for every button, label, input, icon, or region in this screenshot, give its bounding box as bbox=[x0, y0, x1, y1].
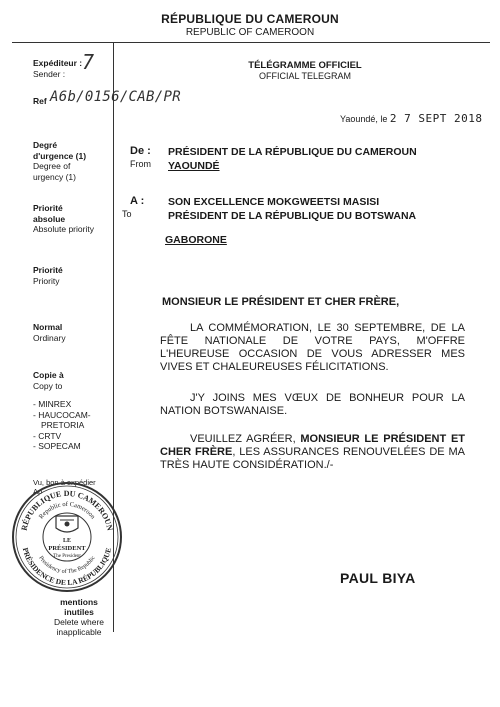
footer-ap: Ap bbox=[33, 487, 43, 496]
absolute-label-fr2: absolue bbox=[33, 213, 66, 224]
copy-list bbox=[33, 399, 111, 452]
footer-delete-en: Delete where bbox=[53, 617, 105, 627]
priority-label-fr: Priorité bbox=[33, 265, 63, 275]
normal-label-fr: Normal bbox=[33, 322, 63, 332]
ref-label: Ref bbox=[33, 96, 47, 106]
seal-ring-top: RÉPUBLIQUE DU CAMEROUN bbox=[19, 488, 115, 532]
urgency-label-fr2: d'urgence (1) bbox=[33, 150, 87, 161]
sender-block bbox=[33, 58, 111, 79]
telegram-title-en: OFFICIAL TELEGRAM bbox=[258, 71, 352, 81]
seal-ring-bottom: PRÉSIDENCE DE LA RÉPUBLIQUE bbox=[20, 546, 114, 588]
closing-part-3: , LES ASSURANCES RENOUVELÉES DE MA TRÈS HAUTE CONSIDÉRATION./- bbox=[160, 446, 465, 471]
sender-handwritten: 7 bbox=[82, 50, 95, 74]
copy-label-en: Copy to bbox=[33, 380, 63, 391]
body-paragraph-2 bbox=[160, 392, 465, 418]
seal-ring-top-en: Republic of Cameroon bbox=[37, 500, 97, 521]
seal-center-en: The President bbox=[53, 554, 81, 559]
body-paragraph-1 bbox=[160, 322, 465, 374]
copy-item: - SOPECAM bbox=[33, 441, 81, 451]
closing-part-2: MONSIEUR LE PRÉSIDENT ET CHER FRÈRE bbox=[160, 433, 465, 458]
copy-block bbox=[33, 370, 111, 391]
to-address bbox=[168, 195, 416, 223]
to-line2: PRÉSIDENT DE LA RÉPUBLIQUE DU BOTSWANA bbox=[168, 210, 417, 222]
footer-note-bottom bbox=[44, 597, 114, 637]
absolute-label-en: Absolute priority bbox=[33, 224, 94, 234]
seal-center-president: PRÉSIDENT bbox=[48, 545, 86, 552]
to-label-fr: A : bbox=[130, 195, 145, 207]
copy-label-fr: Copie à bbox=[33, 370, 64, 380]
urgency-label-en: Degree of bbox=[33, 161, 71, 171]
copy-item: - CRTV bbox=[33, 430, 62, 441]
from-address bbox=[168, 145, 417, 173]
presidential-seal bbox=[10, 480, 125, 595]
from-line1: PRÉSIDENT DE LA RÉPUBLIQUE DU CAMEROUN bbox=[168, 146, 417, 158]
priority-block bbox=[33, 265, 111, 286]
to-line1: SON EXCELLENCE MOKGWEETSI MASISI bbox=[168, 196, 380, 208]
urgency-label-fr: Degré bbox=[33, 140, 58, 150]
paragraph-text: J'Y JOINS MES VŒUX DE BONHEUR POUR LA NATION BOTSWANAISE. bbox=[160, 392, 465, 417]
normal-block bbox=[33, 322, 111, 343]
telegram-title-fr: TÉLÉGRAMME OFFICIEL bbox=[248, 60, 362, 71]
footer-inutiles: inutiles bbox=[64, 607, 94, 617]
from-label-fr: De : bbox=[130, 145, 151, 157]
sender-label-en: Sender : bbox=[33, 68, 66, 79]
header-divider bbox=[12, 42, 490, 43]
salutation: MONSIEUR LE PRÉSIDENT ET CHER FRÈRE, bbox=[162, 296, 400, 308]
date-place: Yaoundé, le bbox=[340, 114, 388, 124]
republic-title-en: REPUBLIC OF CAMEROON bbox=[185, 27, 315, 38]
footer-mentions: mentions bbox=[60, 597, 98, 607]
date-line bbox=[340, 112, 482, 125]
normal-label-en: Ordinary bbox=[33, 332, 66, 343]
absolute-label-fr: Priorité bbox=[33, 203, 63, 213]
date-stamp: 2 7 SEPT 2018 bbox=[389, 112, 483, 125]
sender-label-fr: Expéditeur : bbox=[33, 58, 83, 68]
signature-name: PAUL BIYA bbox=[340, 570, 416, 586]
absolute-priority-block bbox=[33, 203, 111, 235]
priority-label-en: Priority bbox=[33, 275, 60, 286]
copy-item: - HAUCOCAM- bbox=[33, 409, 91, 420]
seal-ring-bottom-en: Presidency of The Republic bbox=[37, 555, 97, 576]
from-line2: YAOUNDÉ bbox=[168, 160, 220, 172]
to-city: GABORONE bbox=[165, 234, 227, 246]
ref-handwritten: A6b/0156/CAB/PR bbox=[50, 89, 181, 105]
coat-of-arms-icon bbox=[56, 516, 78, 532]
footer-vu: Vu, bon à expédier bbox=[33, 478, 96, 487]
urgency-label-en2: urgency (1) bbox=[33, 171, 76, 182]
footer-delete-en2: inapplicable bbox=[56, 627, 102, 637]
to-label-en: To bbox=[122, 209, 132, 219]
urgency-block bbox=[33, 140, 111, 182]
republic-title-fr: RÉPUBLIQUE DU CAMEROUN bbox=[161, 12, 339, 26]
closing-part-1: VEUILLEZ AGRÉER, bbox=[190, 433, 301, 445]
body-paragraph-3 bbox=[160, 433, 465, 472]
seal-center-le: LE bbox=[62, 538, 72, 544]
copy-item: - MINREX bbox=[33, 399, 72, 409]
copy-item: PRETORIA bbox=[41, 420, 85, 430]
from-label-en: From bbox=[130, 159, 151, 169]
paragraph-text: LA COMMÉMORATION, LE 30 SEPTEMBRE, DE LA FÊTE NATIONALE DE VOTRE PAYS, M'OFFRE L'HEUREUSE OCCASION DE VOUS ADRESSER MES VIVES ET CHALEUREUSES FÉLICITATIONS. bbox=[160, 322, 465, 373]
